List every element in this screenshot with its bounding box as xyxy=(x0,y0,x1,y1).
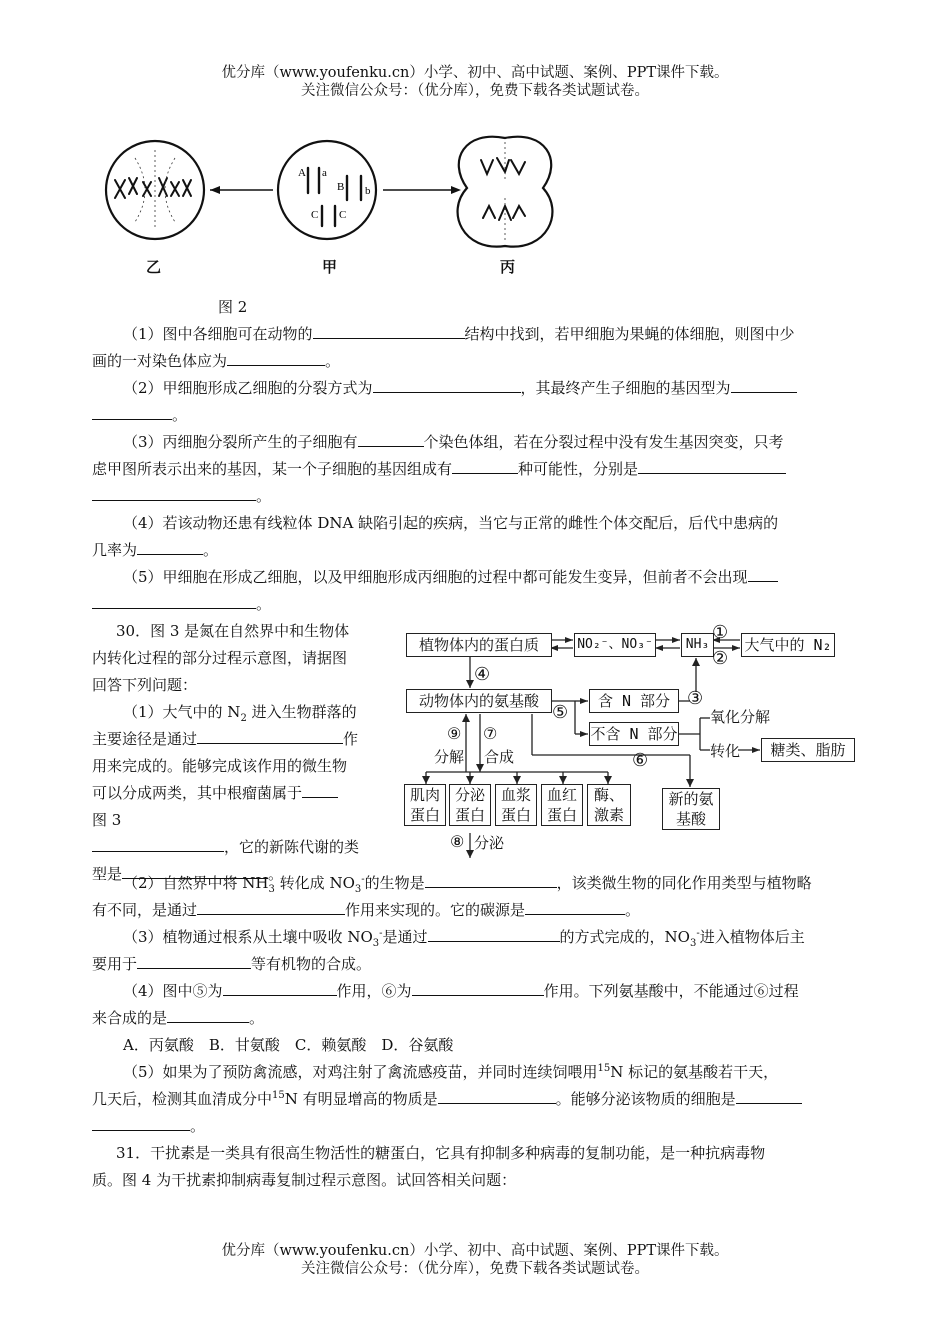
box-muscle-protein: 肌肉蛋白 xyxy=(404,784,446,826)
cell-bing xyxy=(458,137,553,247)
q30-line6: 用来完成的。能够完成该作用的微生物 xyxy=(92,757,348,775)
q30-line9: ，它的新陈代谢的类 xyxy=(92,835,359,859)
q30-p2-line2: 有不同，是通过 作用来实现的。它的碳源是 。 xyxy=(92,901,641,919)
q30-p4-line2: 来合成的是 。 xyxy=(92,1009,265,1027)
q31-line2: 质。图 4 为干扰素抑制病毒复制过程示意图。试回答相关问题： xyxy=(92,1171,517,1189)
marker-6: ⑥ xyxy=(632,750,649,771)
q29-p5-line1: （5）甲细胞在形成乙细胞，以及甲细胞形成丙细胞的过程中都可能发生变异，但前者不会出现 xyxy=(123,565,778,589)
box-no-n-part: 不含 N 部分 xyxy=(589,722,679,746)
label-oxidation: 氧化分解 xyxy=(710,708,771,726)
box-plant-protein: 植物体内的蛋白质 xyxy=(406,633,552,657)
box-plasma-protein: 血浆蛋白 xyxy=(495,784,537,826)
q29-p3-line1: （3）丙细胞分裂所产生的子细胞有 个染色体组，若在分裂过程中没有发生基因突变，只考 xyxy=(123,433,784,451)
q30-line2: 内转化过程的部分过程示意图，请据图 xyxy=(92,649,348,667)
box-enzyme-hormone: 酶、激素 xyxy=(587,784,631,826)
q30-line10: 型是 。 xyxy=(92,865,284,883)
q29-p5-line2: 。 xyxy=(92,592,271,616)
header-line-1: 优分库（www.youfenku.cn）小学、初中、高中试题、案例、PPT课件下载。 xyxy=(221,65,729,81)
q30-line5: 主要途径是通过 作 xyxy=(92,730,359,748)
marker-7: ⑦ xyxy=(483,724,498,743)
marker-5: ⑤ xyxy=(552,702,569,723)
q30-options: A．丙氨酸 B．甘氨酸 C．赖氨酸 D．谷氨酸 xyxy=(123,1036,454,1054)
gene-B: B xyxy=(337,181,345,193)
box-has-n-part: 含 N 部分 xyxy=(589,689,679,713)
figure-3-caption: 图 3 xyxy=(92,811,122,829)
label-yi: 乙 xyxy=(146,258,162,276)
label-jia: 甲 xyxy=(322,258,338,276)
q30-line4: （1）大气中的 $N_2$ 进入生物群落的 xyxy=(123,703,357,724)
marker-9: ⑨ xyxy=(447,724,462,743)
box-animal-amino-acid: 动物体内的氨基酸 xyxy=(406,689,552,713)
label-synthesize: 合成 xyxy=(484,748,515,766)
q29-p2-line1: （2）甲细胞形成乙细胞的分裂方式为 ，其最终产生子细胞的基因型为 xyxy=(123,376,797,400)
box-atmospheric-n2: 大气中的 N₂ xyxy=(741,633,835,657)
q30-line1: 30．图 3 是氮在自然界中和生物体 xyxy=(116,622,350,640)
q30-p2-line1: （2）自然界中将 $NH_3$ 转化成 $NO_3^-$的生物是 ，该类微生物的同化作用类型与植物略 xyxy=(123,874,812,895)
figure-3 xyxy=(400,622,870,862)
q29-p4-line2: 几率为 。 xyxy=(92,541,219,559)
q30-p5-line2: 几天后，检测其血清成分中$^{15}$N 有明显增高的物质是 。能够分泌该物质的细胞是 xyxy=(92,1087,802,1111)
marker-3: ③ xyxy=(687,688,704,709)
q29-p1-line1: （1）图中各细胞可在动物的 结构中找到，若甲细胞为果蝇的体细胞，则图中少 xyxy=(123,325,795,343)
label-transform: 转化 xyxy=(710,742,741,760)
marker-4: ④ xyxy=(474,664,491,685)
q29-p1-line2: 画的一对染色体应为 。 xyxy=(92,352,341,370)
box-new-amino-acid: 新的氨基酸 xyxy=(662,788,720,830)
box-hemoglobin: 血红蛋白 xyxy=(541,784,583,826)
q30-line7: 可以分成两类，其中根瘤菌属于 xyxy=(92,781,338,805)
box-nitrite-nitrate: NO₂⁻、NO₃⁻ xyxy=(574,633,656,657)
label-decompose: 分解 xyxy=(434,748,465,766)
marker-8: ⑧ xyxy=(450,832,465,851)
label-bing: 丙 xyxy=(500,258,516,276)
q30-p4-line1: （4）图中⑤为 作用，⑥为 作用。下列氨基酸中，不能通过⑥过程 xyxy=(123,982,799,1000)
gene-C2: C xyxy=(339,209,347,221)
box-sugar-fat: 糖类、脂肪 xyxy=(761,738,855,762)
footer-line-2: 关注微信公众号：（优分库），免费下载各类试题试卷。 xyxy=(301,1261,649,1277)
box-nh3: NH₃ xyxy=(681,633,714,657)
box-secretory-protein: 分泌蛋白 xyxy=(449,784,491,826)
gene-C1: C xyxy=(311,209,319,221)
header-line-2: 关注微信公众号：（优分库），免费下载各类试题试卷。 xyxy=(301,83,649,99)
q29-p4-line1: （4）若该动物还患有线粒体 DNA 缺陷引起的疾病，当它与正常的雌性个体交配后，后代中患病的 xyxy=(123,514,779,532)
marker-1: ① xyxy=(712,622,729,643)
footer-line-1: 优分库（www.youfenku.cn）小学、初中、高中试题、案例、PPT课件下载。 xyxy=(221,1243,729,1259)
q30-p5-line1: （5）如果为了预防禽流感，对鸡注射了禽流感疫苗，并同时连续饲喂用$^{15}$N 标记的氨基酸若干天， xyxy=(123,1063,779,1081)
q29-p3-line3: 。 xyxy=(92,484,271,508)
marker-2: ② xyxy=(712,648,729,669)
q30-p3-line2: 要用于 等有机物的合成。 xyxy=(92,955,372,973)
q29-p2-line2: 。 xyxy=(92,403,187,427)
q30-line3: 回答下列问题： xyxy=(92,676,198,694)
q30-p5-line3: 。 xyxy=(92,1114,205,1138)
q29-p3-line2: 虑甲图所表示出来的基因，某一个子细胞的基因组成有 种可能性，分别是 xyxy=(92,457,786,481)
gene-b: b xyxy=(365,185,371,197)
q30-p3-line1: （3）植物通过根系从土壤中吸收 $NO_3^-$是通过 的方式完成的，$NO_3^-$进入植物体后主 xyxy=(123,928,805,949)
cell-yi xyxy=(106,141,204,239)
q31-line1: 31．干扰素是一类具有很高生物活性的糖蛋白，它具有抑制多种病毒的复制功能，是一种抗病毒物 xyxy=(116,1144,766,1162)
gene-A: A xyxy=(298,167,306,179)
label-secrete: 分泌 xyxy=(474,834,505,852)
figure-2-caption: 图 2 xyxy=(218,298,248,316)
cell-jia xyxy=(278,141,376,239)
gene-a: a xyxy=(322,167,327,179)
